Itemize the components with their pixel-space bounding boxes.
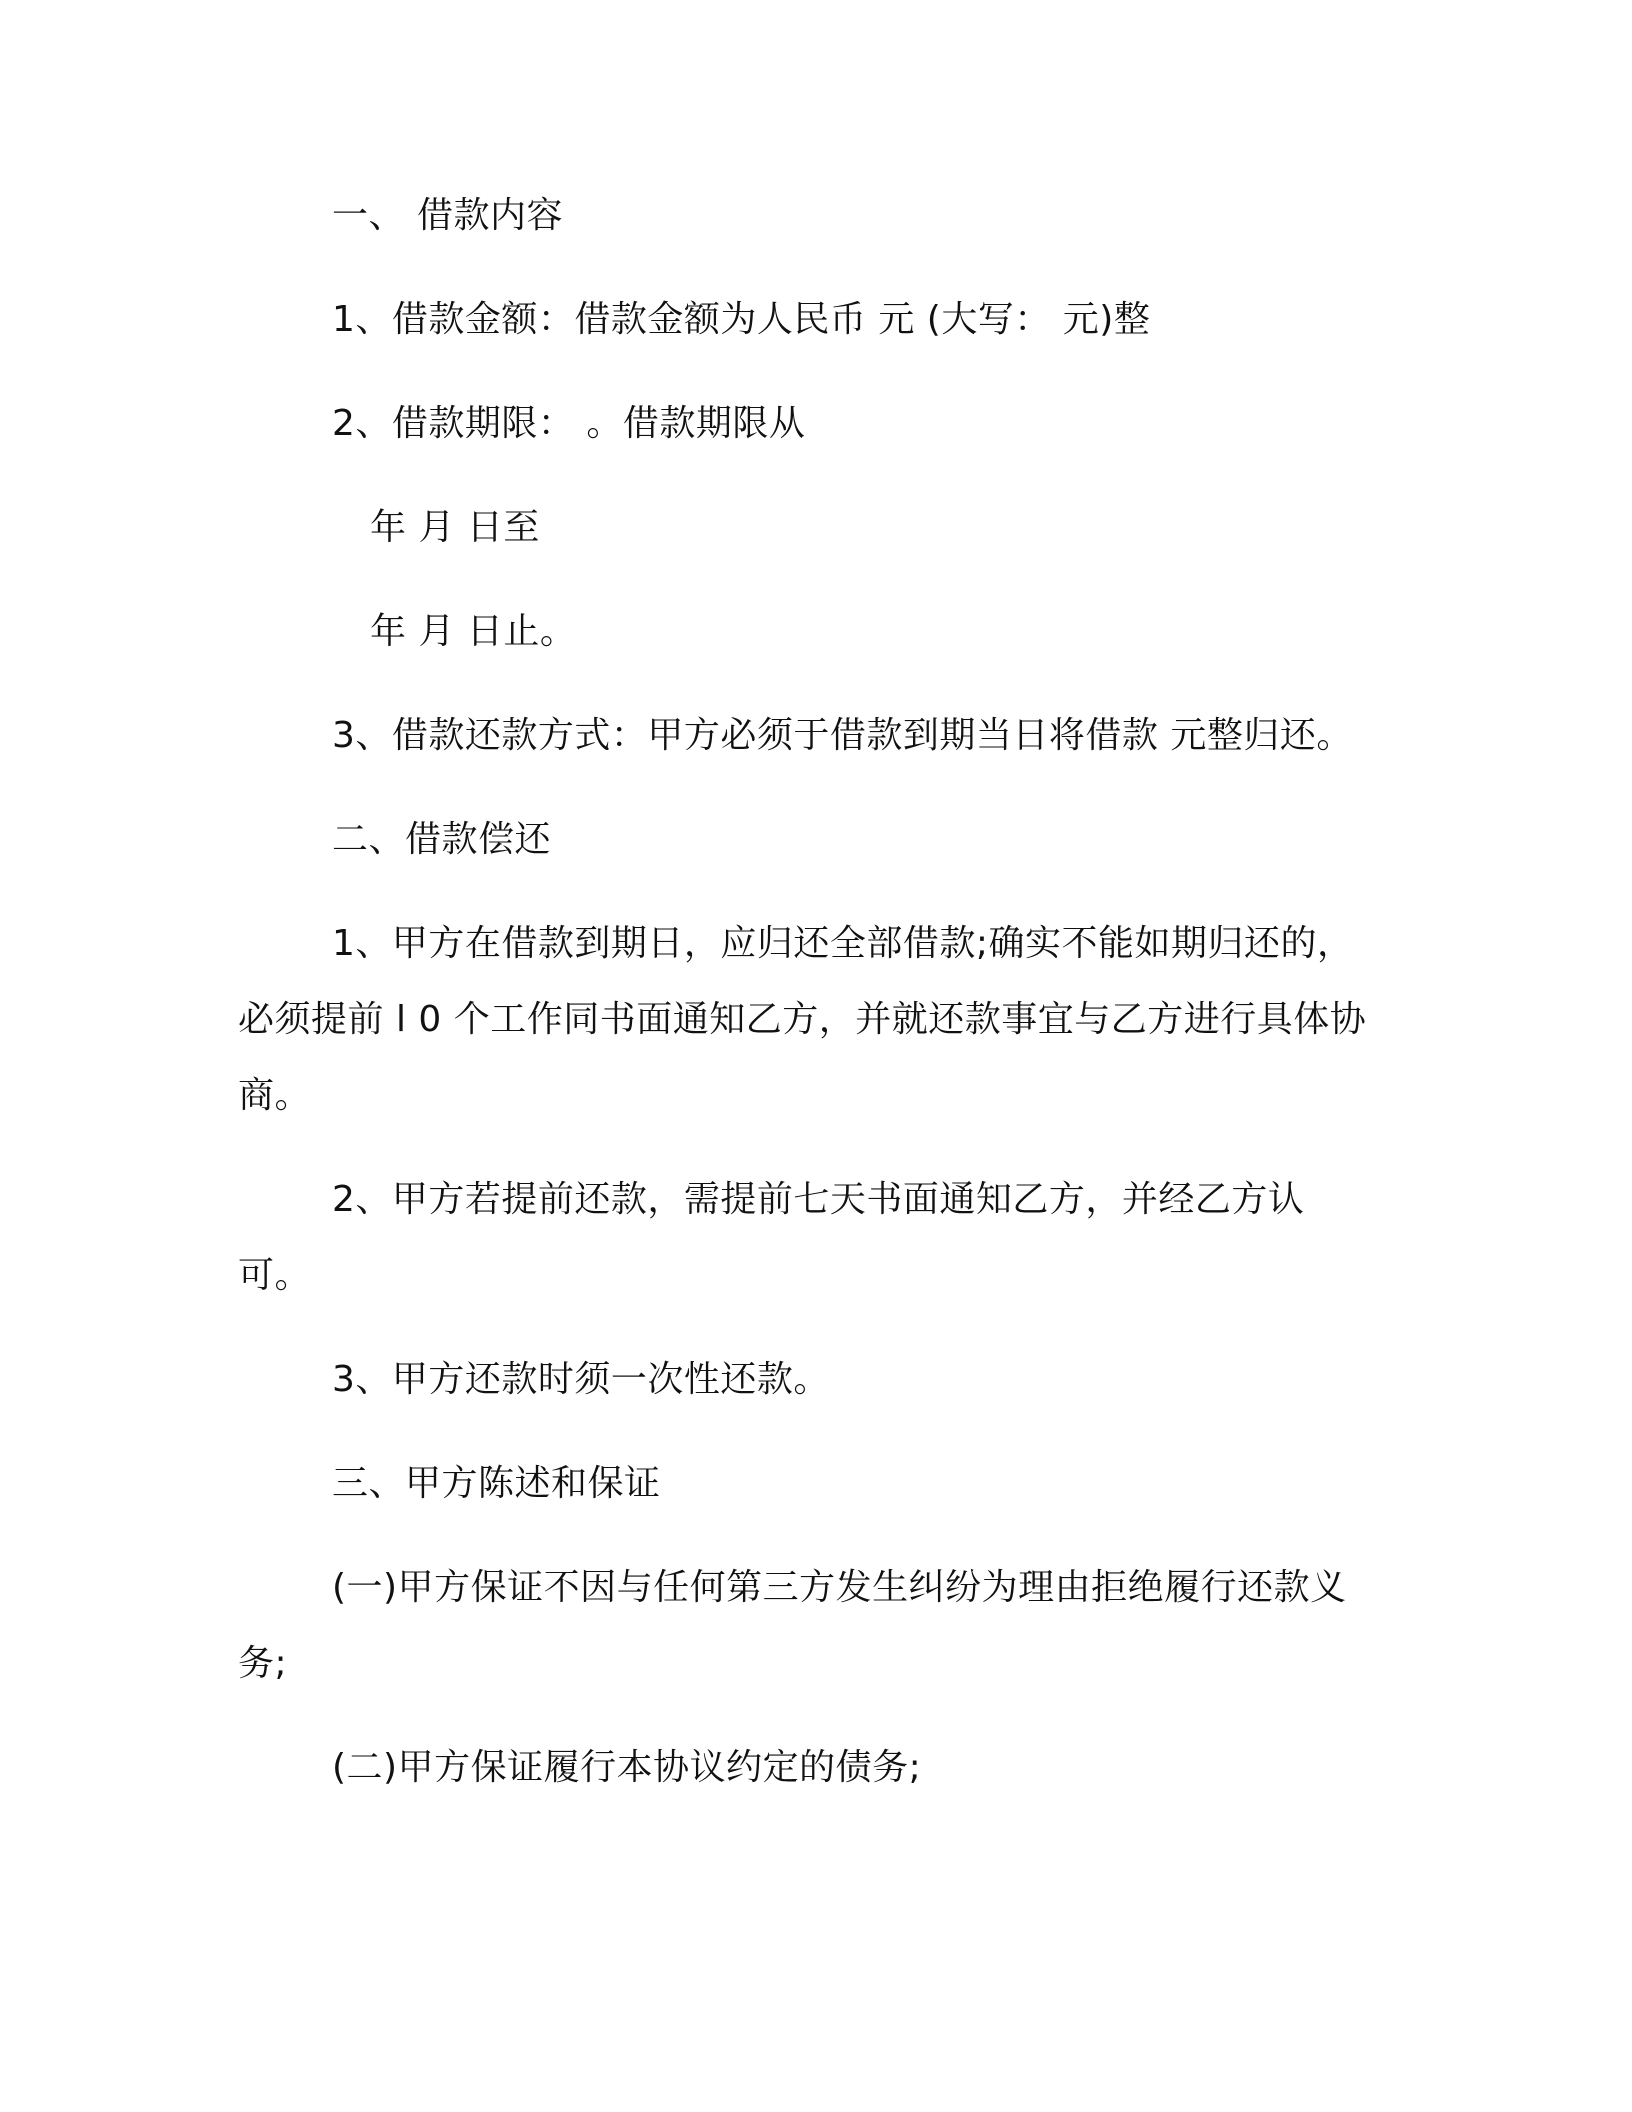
- repayment-clause-2-line-1: 2、甲方若提前还款，需提前七天书面通知乙方，并经乙方认: [332, 1179, 1305, 1220]
- loan-term-end-date: 年 月 日止。: [370, 611, 577, 652]
- section-heading-loan-content: 一、 借款内容: [332, 195, 563, 236]
- representation-clause-1-line-2: 务;: [238, 1643, 288, 1684]
- representation-clause-1-line-1: (一)甲方保证不因与任何第三方发生纠纷为理由拒绝履行还款义: [332, 1567, 1347, 1608]
- repayment-clause-1-line-3: 商。: [238, 1075, 312, 1116]
- repayment-clause-2-line-2: 可。: [238, 1255, 312, 1296]
- repayment-method-clause: 3、借款还款方式：甲方必须于借款到期当日将借款 元整归还。: [332, 715, 1353, 756]
- loan-term-clause: 2、借款期限： 。借款期限从: [332, 403, 806, 444]
- repayment-clause-1-line-2: 必须提前 l 0 个工作同书面通知乙方，并就还款事宜与乙方进行具体协: [238, 999, 1367, 1040]
- loan-term-start-date: 年 月 日至: [370, 507, 540, 548]
- section-heading-loan-repayment: 二、借款偿还: [332, 819, 552, 860]
- section-heading-party-a-representations: 三、甲方陈述和保证: [332, 1463, 661, 1504]
- representation-clause-2: (二)甲方保证履行本协议约定的债务;: [332, 1747, 922, 1788]
- repayment-clause-1-line-1: 1、甲方在借款到期日，应归还全部借款;确实不能如期归还的，: [332, 923, 1354, 964]
- loan-amount-clause: 1、借款金额：借款金额为人民币 元 (大写： 元)整: [332, 299, 1151, 340]
- repayment-clause-3: 3、甲方还款时须一次性还款。: [332, 1359, 830, 1400]
